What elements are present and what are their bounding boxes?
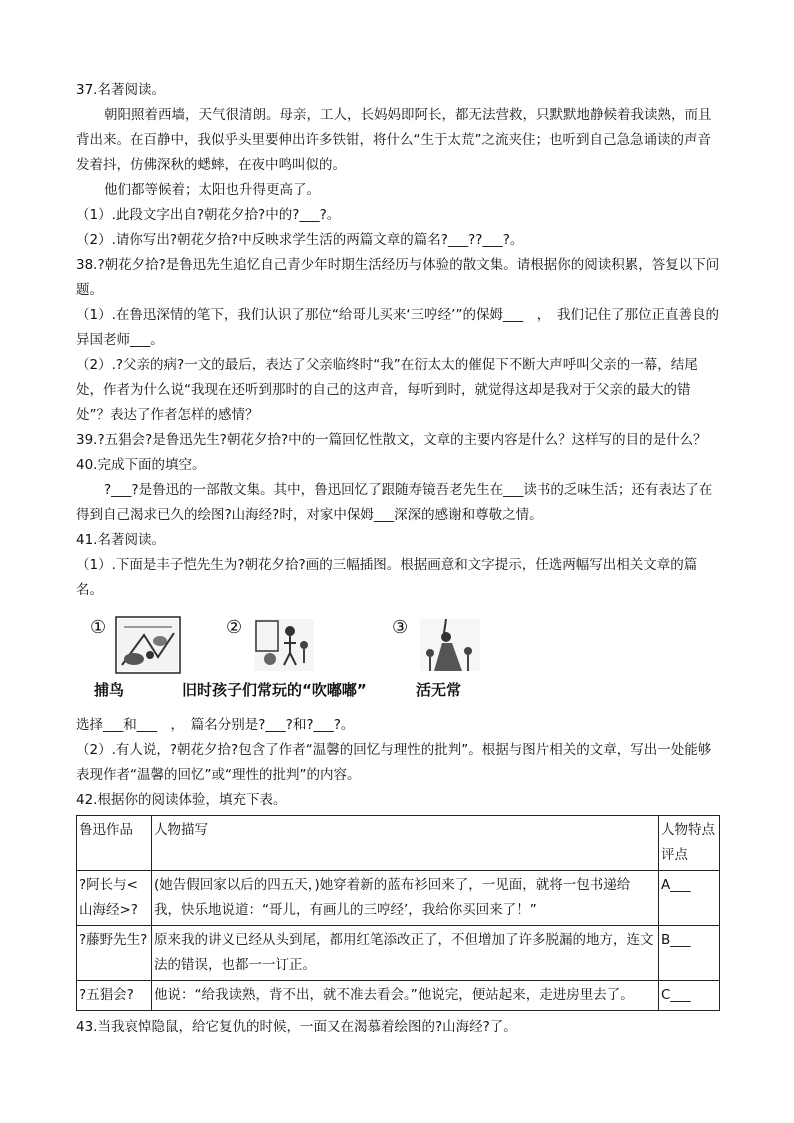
q38-subquestion-2: （2）.?父亲的病?一文的最后，表达了父亲临终时“我”在衍太太的催促下不断大声呼叫父亲的一幕，结尾处，作者为什么说“我现在还听到那时的自己的这声音，每听到时，就觉得这却是我对于父亲的最大的错处”？表达了作者怎样的感情？ bbox=[76, 357, 698, 423]
q37-subquestion-2: （2）.请你写出?朝花夕拾?中反映求学生活的两篇文章的篇名?___??___?。 bbox=[76, 232, 524, 248]
q40-title: 40.完成下面的填空。 bbox=[76, 457, 206, 473]
table-cell-trait: B___ bbox=[659, 926, 720, 981]
q37-passage-paragraph-1: 朝阳照着西墙，天气很清朗。母亲，工人，长妈妈即阿长，都无法营救，只默默地静候着我读熟，而且背出来。在百静中，我似乎头里要伸出许多铁钳，将什么“生于太荒”之流夹住；也听到自己急急诵读的声音发着抖，仿佛深秋的蟋蟀，在夜中鸣叫似的。 bbox=[76, 107, 712, 173]
table-header-cell: 鲁迅作品 bbox=[77, 816, 152, 871]
table-cell-description: 他说：“给我读熟，背不出，就不准去看会。”他说完，便站起来，走进房里去了。 bbox=[152, 981, 659, 1011]
illustration-number: ① bbox=[90, 617, 107, 638]
q39-title: 39.?五猖会?是鲁迅先生?朝花夕拾?中的一篇回忆性散文，文章的主要内容是什么？这样写的目的是什么？ bbox=[76, 432, 707, 448]
bird-catching-sketch-icon bbox=[114, 615, 182, 675]
table-row bbox=[77, 981, 720, 1011]
table-cell-description: 原来我的讲义已经从头到尾，都用红笔添改正了，不但增加了许多脱漏的地方，连文法的错误，也都一一订正。 bbox=[152, 926, 659, 981]
table-header-row bbox=[77, 816, 720, 871]
table-header-cell: 人物特点评点 bbox=[659, 816, 720, 871]
q41-answer-line: 选择___和___ ， 篇名分别是?___?和?___?。 bbox=[76, 717, 355, 733]
illustration-number: ③ bbox=[392, 617, 409, 638]
q38-subquestion-1: （1）.在鲁迅深情的笔下，我们认识了那位“给哥儿买来‘三哼经’”的保姆___ ， 我们记住了那位正直善良的异国老师___。 bbox=[76, 307, 719, 348]
illustration-1 bbox=[90, 613, 195, 705]
table-header-cell: 人物描写 bbox=[152, 816, 659, 871]
table-cell-trait: A___ bbox=[659, 871, 720, 926]
table-cell-work: ?五猖会? bbox=[77, 981, 152, 1011]
q41-subquestion-1: （1）.下面是丰子恺先生为?朝花夕拾?画的三幅插图。根据画意和文字提示，任选两幅写出相关文章的篇名。 bbox=[76, 557, 698, 598]
q41-title: 41.名著阅读。 bbox=[76, 532, 165, 548]
illustration-2 bbox=[182, 613, 367, 705]
q40-fill-paragraph: ?___?是鲁迅的一部散文集。其中，鲁迅回忆了跟随寿镜吾老先生在___读书的乏味生活；还有表达了在得到自己渴求已久的绘图?山海经?时，对家中保姆___深深的感谢和尊敬之情。 bbox=[76, 482, 713, 523]
document-page bbox=[76, 78, 720, 1040]
illustration-caption: 旧时孩子们常玩的“吹嘟嘟” bbox=[182, 681, 367, 699]
illustration-number: ② bbox=[226, 617, 243, 638]
q42-title: 42.根据你的阅读体验，填充下表。 bbox=[76, 792, 287, 808]
children-playing-sketch-icon bbox=[250, 615, 318, 675]
q43-title: 43.当我哀悼隐鼠，给它复仇的时候，一面又在渴慕着绘图的?山海经?了。 bbox=[76, 1019, 517, 1035]
table-cell-work: ?阿长与<山海经>? bbox=[77, 871, 152, 926]
illustration-row bbox=[76, 613, 720, 709]
illustration-caption: 捕鸟 bbox=[94, 681, 125, 699]
table-cell-description: (她告假回家以后的四五天，)她穿着新的蓝布衫回来了，一见面，就将一包书递给我，快乐地说道：“哥儿，有画儿的三哼经’，我给你买回来了！” bbox=[152, 871, 659, 926]
wuchang-figure-sketch-icon bbox=[416, 615, 484, 675]
table-cell-trait: C___ bbox=[659, 981, 720, 1011]
q37-passage-paragraph-2: 他们都等候着；太阳也升得更高了。 bbox=[104, 182, 320, 198]
q41-subquestion-2: （2）.有人说，?朝花夕拾?包含了作者“温馨的回忆与理性的批判”。根据与图片相关的文章，写出一处能够表现作者“温馨的回忆”或“理性的批判”的内容。 bbox=[76, 742, 712, 783]
character-table bbox=[76, 815, 720, 1011]
q38-title: 38.?朝花夕拾?是鲁迅先生追忆自己青少年时期生活经历与体验的散文集。请根据你的阅读积累，答复以下问题。 bbox=[76, 257, 720, 298]
q37-title: 37.名著阅读。 bbox=[76, 82, 165, 98]
illustration-caption: 活无常 bbox=[416, 681, 462, 699]
table-row bbox=[77, 871, 720, 926]
table-cell-work: ?藤野先生? bbox=[77, 926, 152, 981]
q37-subquestion-1: （1）.此段文字出自?朝花夕拾?中的?___?。 bbox=[76, 207, 341, 223]
table-row bbox=[77, 926, 720, 981]
illustration-3 bbox=[392, 613, 497, 705]
